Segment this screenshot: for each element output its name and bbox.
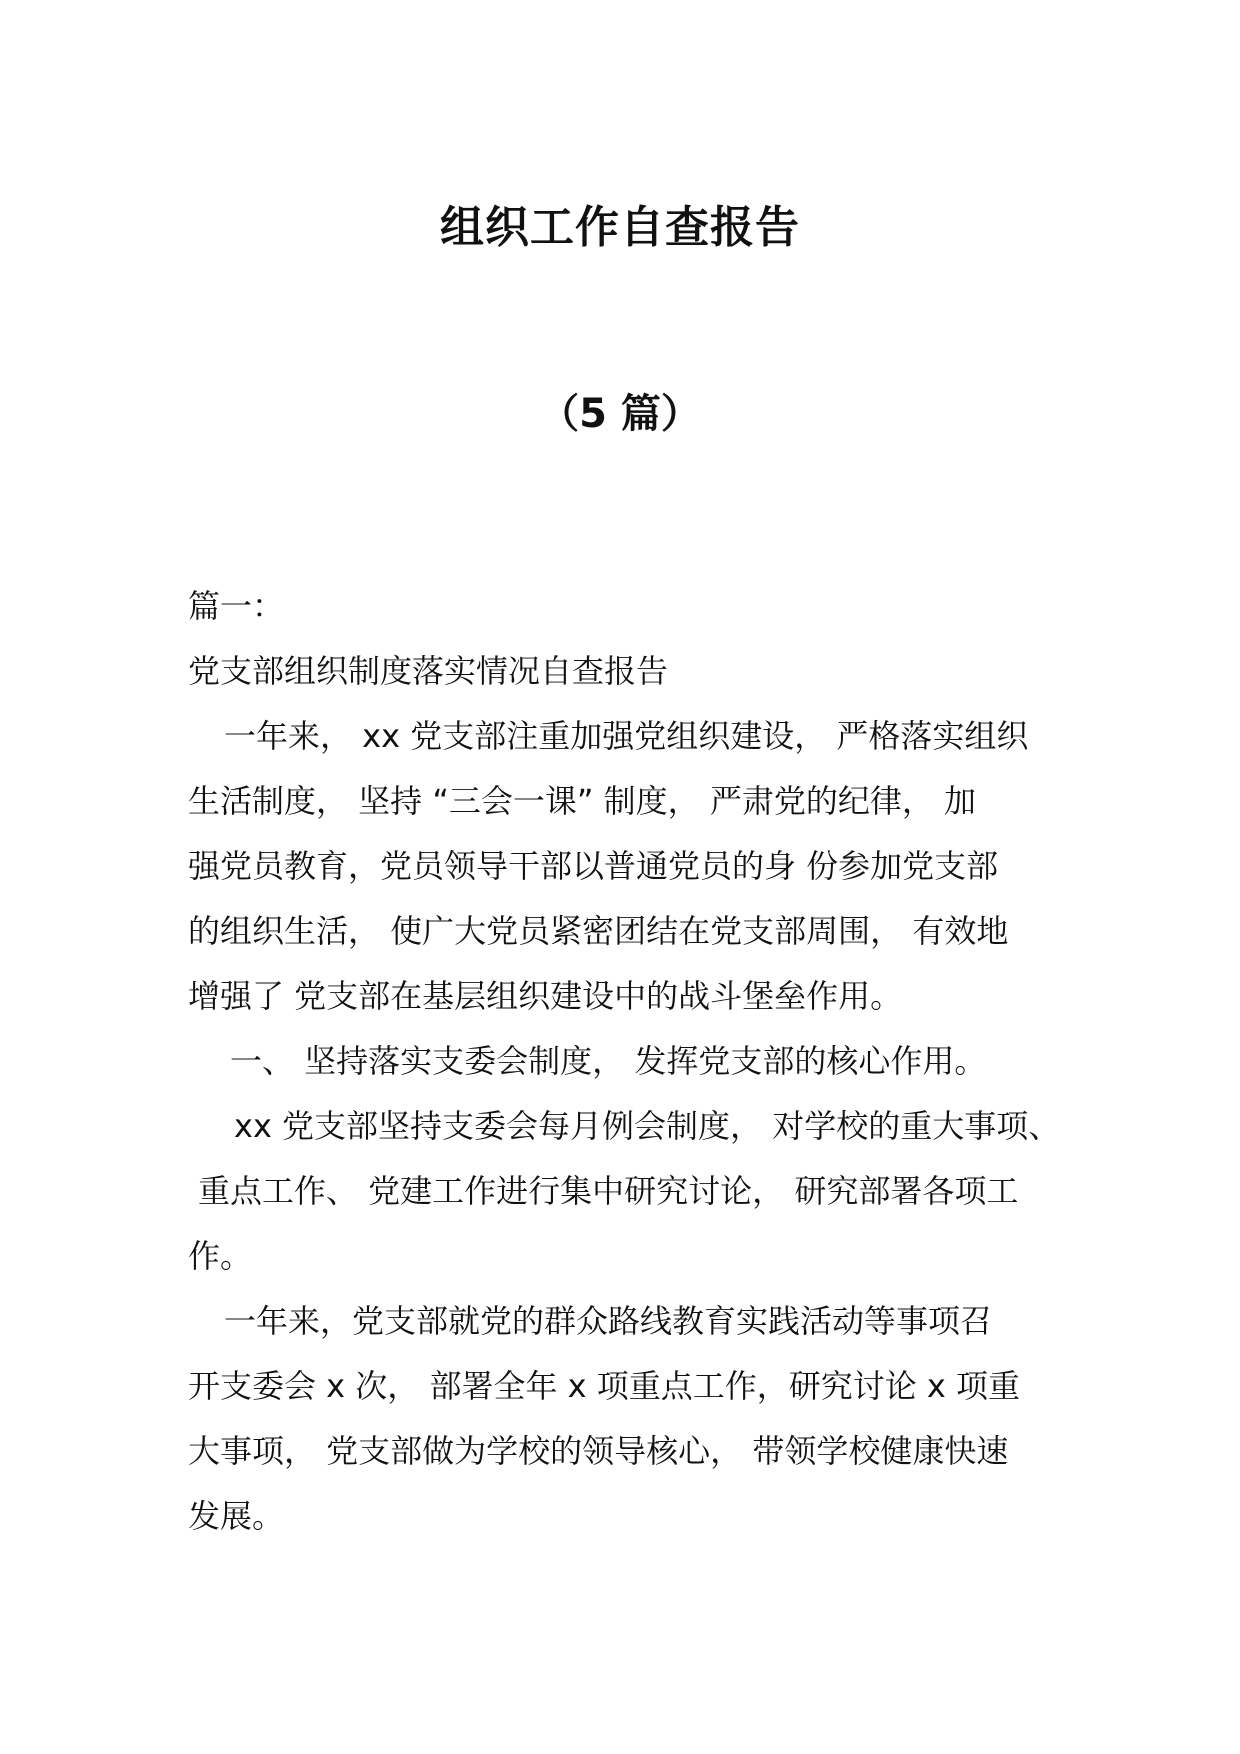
paragraph-line: 的组织生活， 使广大党员紧密团结在党支部周围， 有效地 [188, 912, 1009, 950]
section-heading: 党支部组织制度落实情况自查报告 [188, 652, 669, 690]
paragraph-line: 一年来，党支部就党的群众路线教育实践活动等事项召 [224, 1302, 993, 1340]
paragraph-line: 作。 [188, 1237, 253, 1275]
document-body [188, 574, 1068, 1549]
section-label: 篇一： [188, 587, 285, 625]
document-subtitle: （5 篇） [539, 391, 701, 437]
paragraph-line: 大事项， 党支部做为学校的领导核心， 带领学校健康快速 [188, 1432, 1009, 1470]
subsection-heading: 一、 坚持落实支委会制度， 发挥党支部的核心作用。 [230, 1042, 987, 1080]
paragraph-line: 增强了 党支部在基层组织建设中的战斗堡垒作用。 [188, 977, 903, 1015]
paragraph-line: 生活制度， 坚持 “三会一课” 制度， 严肃党的纪律， 加 [188, 782, 977, 820]
paragraph-line: 重点工作、 党建工作进行集中研究讨论， 研究部署各项工 [198, 1172, 1019, 1210]
paragraph-line: 一年来， xx 党支部注重加强党组织建设， 严格落实组织 [224, 717, 1029, 755]
paragraph-line: 强党员教育，党员领导干部以普通党员的身 份参加党支部 [188, 847, 999, 885]
document-title: 组织工作自查报告 [440, 202, 800, 253]
paragraph-line: 开支委会 x 次， 部署全年 x 项重点工作，研究讨论 x 项重 [188, 1367, 1021, 1405]
paragraph-line: 发展。 [188, 1497, 285, 1535]
paragraph-line: xx 党支部坚持支委会每月例会制度， 对学校的重大事项、 [234, 1107, 1061, 1145]
